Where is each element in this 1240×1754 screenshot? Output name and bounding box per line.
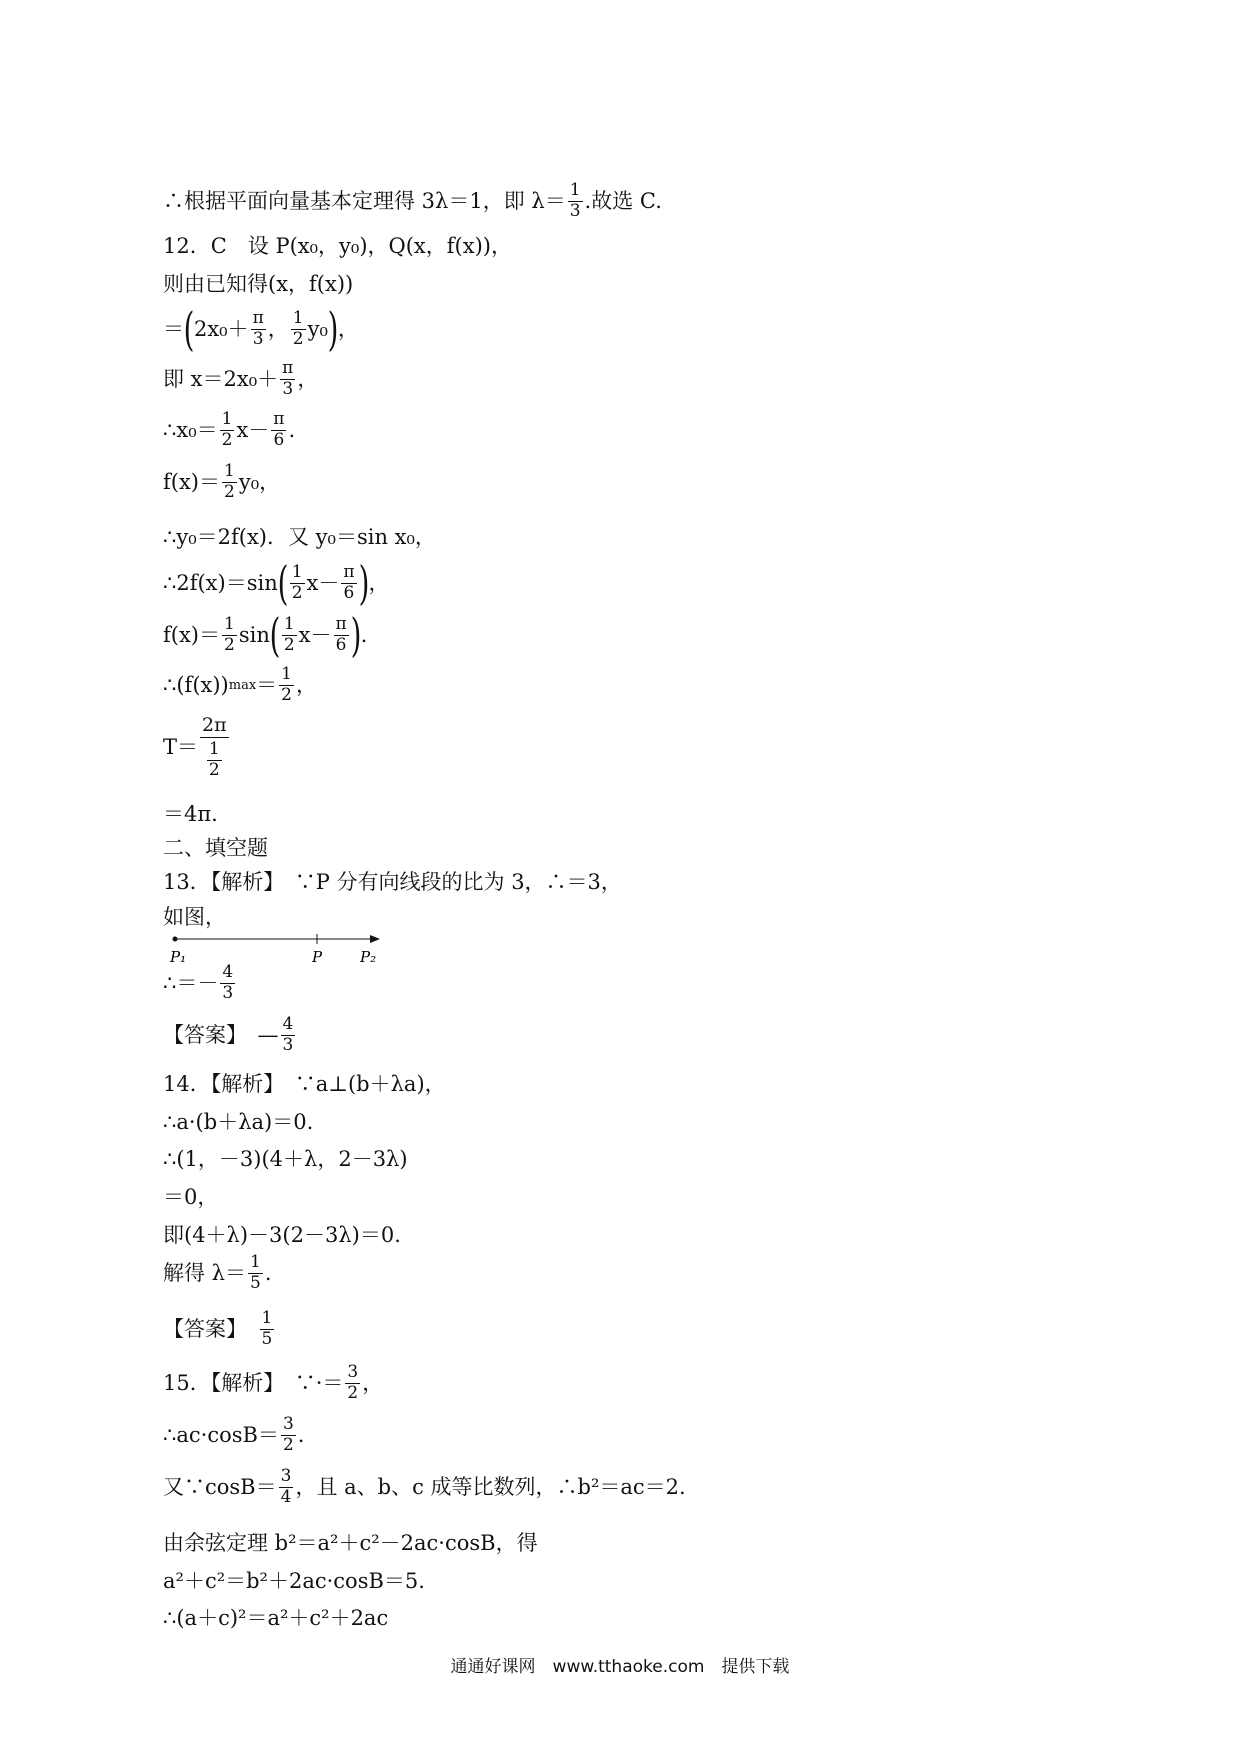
segment-diagram [160, 930, 390, 966]
line-6: ∴x₀＝ $\frac{1}{2}$ x－ $\frac{\pi}{6}$ . [163, 409, 296, 450]
line-7: f(x)＝ $\frac{1}{2}$ y₀， [163, 461, 281, 502]
answer-14: 【答案】 $\frac{1}{5}$ [163, 1308, 273, 1349]
line-21: ∴(1，－3)(4＋λ，2－3λ) [163, 1147, 408, 1171]
line-17: ∴＝－ $\frac{4}{3}$ [163, 962, 234, 1003]
line-2: 12．C 设 P(x₀，y₀)，Q(x，f(x))， [163, 234, 512, 258]
answer-13: 【答案】 — $\frac{4}{3}$ [163, 1014, 294, 1055]
line-24: 解得 λ＝ $\frac{1}{5}$ . [163, 1252, 272, 1293]
line-4: ＝ ( 2x₀＋ $\frac{\pi}{3}$ ， $\frac{1}{2}$ y₀ ) ， [163, 302, 359, 356]
label-p2: P₂ [360, 948, 377, 966]
line-22: ＝0， [163, 1185, 219, 1209]
line-11: ∴(f(x)) max ＝ $\frac{1}{2}$ ， [163, 664, 317, 705]
line-19: 14．【解析】 ∵a⊥(b＋λa)， [163, 1072, 446, 1096]
line-27: ∴ac·cosB＝ $\frac{3}{2}$ . [163, 1414, 305, 1455]
fraction: $\frac{1}{3}$ [569, 180, 581, 221]
label-p: P [312, 948, 323, 966]
line-8: ∴y₀＝2f(x)．又 y₀＝sin x₀， [163, 525, 436, 549]
line-31: ∴(a＋c)²＝a²＋c²＋2ac [163, 1606, 389, 1630]
section-heading: 二、填空题 [163, 836, 268, 860]
line-23: 即(4＋λ)－3(2－3λ)＝0. [163, 1223, 401, 1247]
line-10: f(x)＝ $\frac{1}{2}$ sin ( $\frac{1}{2}$ x－ $\frac{\pi}{6}$ ) . [163, 608, 368, 662]
line-15: 13．【解析】 ∵P 分有向线段的比为 3，∴＝3， [163, 870, 622, 894]
label-p1: P₁ [170, 948, 187, 966]
line-12: T＝ $\frac{2\pi}{\frac{1}{2}}$ [163, 714, 227, 780]
arrow-head-icon [370, 935, 380, 943]
line-1: ∴根据平面向量基本定理得 3λ＝1，即 λ＝ $\frac{1}{3}$ .故选 C. [163, 180, 662, 221]
line-13: ＝4π. [163, 802, 218, 826]
line-30: a²＋c²＝b²＋2ac·cosB＝5. [163, 1569, 425, 1593]
line-20: ∴a·(b＋λa)＝0. [163, 1110, 314, 1134]
line-16: 如图， [163, 905, 226, 929]
line-29: 由余弦定理 b²＝a²＋c²－2ac·cosB，得 [163, 1531, 538, 1555]
line-28: 又∵cosB＝ $\frac{3}{4}$ ，且 a、b、c 成等比数列，∴b²＝ac＝2. [163, 1466, 686, 1507]
line-9: ∴2f(x)＝sin ( $\frac{1}{2}$ x－ $\frac{\pi}{6}$ ) ， [163, 556, 390, 610]
page-footer: 通通好课网 www.tthaoke.com 提供下载 [450, 1657, 790, 1677]
line-5: 即 x＝2x₀＋ $\frac{\pi}{3}$ ， [163, 358, 319, 399]
point-p1 [173, 937, 178, 942]
line-3: 则由已知得(x，f(x)) [163, 272, 354, 296]
line-26: 15．【解析】 ∵·＝ $\frac{3}{2}$ ， [163, 1362, 384, 1403]
